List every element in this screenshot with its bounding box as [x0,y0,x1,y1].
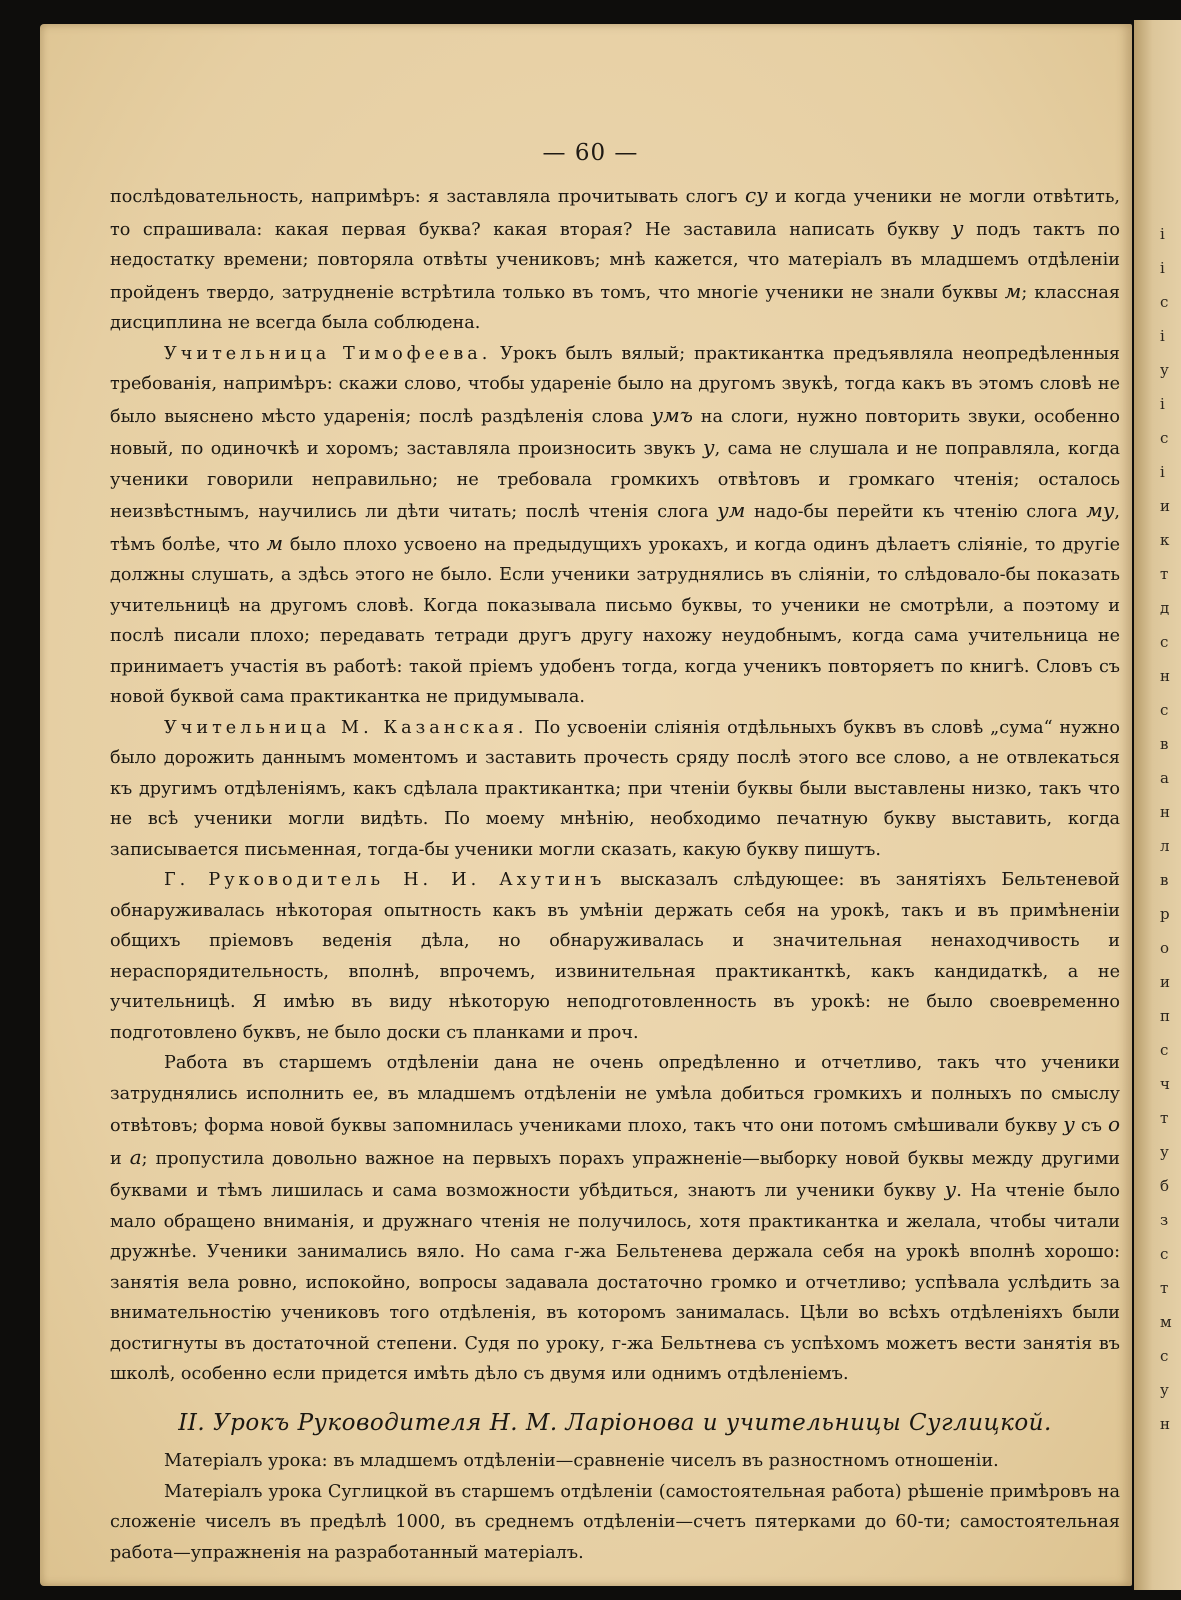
adjacent-page-letter: і [1160,259,1165,277]
adjacent-page-letter: с [1160,293,1169,311]
text-run: и когда ученики не могли отвѣтить, то спрашивала: какая первая буква? какая вторая? Не заставила написать букву [110,187,1120,240]
text-run: было плохо усвоено на предыдущихъ урокахъ, и когда одинъ дѣлаетъ сліяніе, то другіе должны слушать, а здѣсь этого не было. Если ученики затруднялись въ сліяніи, то слѣдовало-бы показать учительницѣ на другомъ словѣ. Когда показывала письмо буквы, то ученики не смотрѣли, а поэтому и послѣ писали плохо; передавать тетради другъ другу нахожу неудобнымъ, когда сама учительница не принимаетъ участія въ работѣ: такой пріемъ удобенъ тогда, когда ученикъ повторяетъ по книгѣ. Словъ съ новой буквой сама практикантка не придумывала. [110,534,1121,707]
page-body [110,180,1120,1568]
adjacent-page-letter: н [1160,803,1170,821]
adjacent-page-letter: у [1160,1143,1169,1161]
section-paragraph: Матеріалъ урока Суглицкой въ старшемъ отдѣленіи (самостоятельная работа) рѣшеніе примѣровъ на сложеніе чиселъ въ предѣлѣ 1000, въ среднемъ отдѣленіи—счетъ пятерками до 60-ти; самостоятельная работа—упражненія на разработанный матеріалъ. [110,1481,1120,1563]
text-run: , сама не слушала и не поправляла, когда ученики говорили неправильно; не требовала громкихъ отвѣтовъ и громкаго чтенія; осталось неизвѣстнымъ, научились ли дѣти читать; послѣ чтенія слога [110,439,1120,522]
italic-letter: умъ [651,402,693,427]
section-title: II. Урокъ Руководителя Н. М. Ларіонова и учительницы Суглицкой. [178,1409,1052,1436]
adjacent-page-letter: в [1160,735,1169,753]
text-run: высказалъ слѣдующее: въ занятіяхъ Бельтеневой обнаруживалась нѣкоторая опытность какъ въ умѣніи держать себя на урокѣ, такъ и въ примѣненіи общихъ пріемовъ веденія дѣла, но обнаруживалась и значительная ненаходчивость и нераспорядительность, вполнѣ, впрочемъ, извинительная практиканткѣ, какъ кандидаткѣ, а не учительницѣ. Я имѣю въ виду нѣкоторую неподготовленность въ урокѣ: не было своевременно подготовлено буквъ, не было доски съ планками и проч. [110,870,1120,1043]
adjacent-page-letter: с [1160,1041,1169,1059]
text-run: ; классная дисциплина не всегда была соблюдена. [110,282,1120,333]
italic-letter: у [944,1177,957,1201]
italic-letter: о [1107,1112,1120,1136]
italic-letter: а [129,1144,142,1169]
adjacent-page-letter: і [1160,463,1165,481]
spaced-name: Г. Руководитель Н. И. Ахутинъ [164,870,606,890]
adjacent-page-letter: з [1160,1211,1169,1229]
text-run: Урокъ былъ вялый; практикантка предъявляла неопредѣленныя требованія, напримѣръ: скажи слово, чтобы удареніе было на другомъ звукѣ, тогда какъ въ этомъ словѣ не было выяснено мѣсто ударенія; послѣ раздѣленія слова [110,343,1120,427]
text-run: надо-бы перейти къ чтенію слога [745,502,1087,522]
text-run: на слоги, нужно повторить звуки, особенно новый, по одиночкѣ и хоромъ; заставляла произносить звукъ [110,406,1120,459]
adjacent-page-letter: у [1160,361,1169,379]
adjacent-page-letter: н [1160,667,1170,685]
text-run: ; пропустила довольно важное на первыхъ порахъ упражненіе—выборку новой буквы между другими буквами и тѣмъ лишилась и сама возможности убѣдиться, знаютъ ли ученики букву [110,1148,1121,1201]
text-run: подъ тактъ по недостатку времени; повторяла отвѣты учениковъ; мнѣ кажется, что матеріалъ въ младшемъ отдѣленіи пройденъ твердо, затрудненіе встрѣтила только въ томъ, что многіе ученики не знали буквы [110,219,1120,303]
italic-letter: м [266,530,284,555]
italic-letter: су [744,183,768,207]
paragraphs [110,180,1120,1390]
paragraph [110,865,1120,1048]
text-run: и [110,1148,130,1169]
adjacent-page-edge [1134,20,1181,1590]
text-run: Работа въ старшемъ отдѣленіи дана не очень опредѣленно и отчетливо, такъ что ученики затруднялись исполнить ее, въ младшемъ отдѣленіи не умѣла добиться громкихъ и полныхъ по смыслу отвѣтовъ; форма новой буквы запомнилась учениками плохо, такъ что они потомъ смѣшивали букву [110,1053,1120,1136]
page-number: — 60 — [542,140,639,166]
adjacent-page-letter: і [1160,327,1165,345]
adjacent-page-letter: с [1160,701,1169,719]
adjacent-page-letter: р [1160,905,1170,923]
adjacent-page-letter: п [1160,1007,1170,1025]
text-run: съ [1074,1116,1108,1136]
adjacent-page-letter: і [1160,225,1165,243]
adjacent-page-letter: с [1160,1245,1169,1263]
italic-letter: у [703,435,715,459]
text-run: , тѣмъ болѣе, что [110,502,1121,555]
adjacent-page-letter: к [1160,531,1170,549]
adjacent-page-letter: л [1160,837,1170,855]
adjacent-page-letter: и [1160,973,1170,991]
spaced-name: Учительница М. Казанская. [164,717,528,738]
adjacent-page-letter: с [1160,633,1169,651]
adjacent-page-letter: а [1160,769,1169,787]
adjacent-page-letter: д [1160,599,1170,617]
italic-letter: у [1063,1112,1075,1136]
adjacent-page-letter: м [1160,1313,1172,1331]
text-run: По усвоеніи сліянія отдѣльныхъ буквъ въ словѣ „сума“ нужно было дорожить даннымъ моментомъ и заставить прочесть сряду послѣ этого все слово, а не отвлекаться къ другимъ отдѣленіямъ, какъ сдѣлала практикантка; при чтеніи буквы были выставлены низко, такъ что не всѣ ученики могли видѣть. По моему мнѣнію, необходимо печатную букву выставить, когда записывается письменная, тогда-бы ученики могли сказать, какую букву пишутъ. [110,717,1120,860]
adjacent-page-letter: т [1160,1109,1169,1127]
paragraph [110,713,1120,866]
adjacent-page-letter: у [1160,1381,1169,1399]
paragraph [110,339,1120,713]
adjacent-page-letter: о [1160,939,1170,957]
adjacent-page-letter: б [1160,1177,1170,1195]
text-run: . На чтеніе было мало обращено вниманія, и дружнаго чтенія не получилось, хотя практикантка и желала, чтобы читали дружнѣе. Ученики занимались вяло. Но сама г-жа Бельтенева держала себя на урокѣ вполнѣ хорошо: занятія вела ровно, испокойно, вопросы задавала достаточно громко и отчетливо; успѣвала услѣдить за внимательностію учениковъ того отдѣленія, въ которомъ занималась. Цѣли во всѣхъ отдѣленіяхъ были достигнуты въ достаточной степени. Судя по уроку, г-жа Бельтнева съ успѣхомъ можетъ вести занятія въ школѣ, особенно если придется имѣть дѣло съ двумя или однимъ отдѣленіемъ. [110,1181,1121,1384]
adjacent-page-letter: с [1160,429,1169,447]
adjacent-page-letter: ч [1160,1075,1170,1093]
adjacent-page-letter: і [1160,395,1165,413]
adjacent-page-letter: т [1160,565,1169,583]
italic-letter: у [951,215,964,240]
italic-letter: ум [717,498,746,522]
paragraph [110,1048,1120,1390]
paragraph [110,180,1120,339]
adjacent-page-letter: т [1160,1279,1169,1297]
adjacent-page-letter: н [1160,1415,1170,1433]
spaced-name: Учительница Тимофеева. [164,343,492,364]
adjacent-page-letter: в [1160,871,1169,889]
text-run: послѣдовательность, напримѣръ: я заставляла прочитывать слогъ [110,187,745,207]
adjacent-page-letter: с [1160,1347,1169,1365]
italic-letter: м [1004,278,1022,303]
italic-letter: му [1086,498,1115,522]
adjacent-page-letter: и [1160,497,1170,515]
section-paragraph: Матеріалъ урока: въ младшемъ отдѣленіи—сравненіе чиселъ въ разностномъ отношеніи. [164,1451,999,1471]
